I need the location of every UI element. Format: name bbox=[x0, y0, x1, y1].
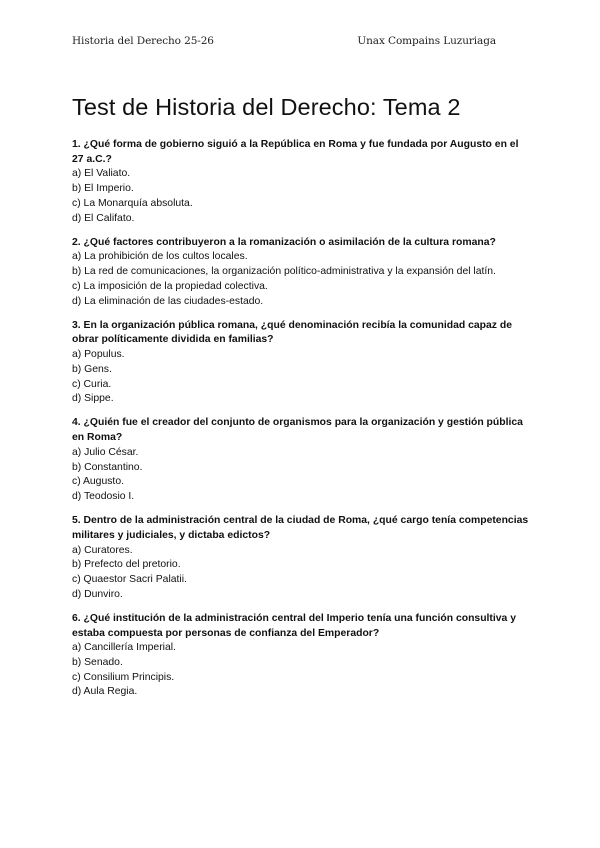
question-5 bbox=[72, 514, 532, 602]
question-text: 4. ¿Quién fue el creador del conjunto de organismos para la organización y gestión pública en Roma? bbox=[72, 417, 523, 444]
question-3 bbox=[72, 319, 532, 407]
header-course: Historia del Derecho 25-26 bbox=[72, 35, 214, 47]
header-author: Unax Compains Luzuriaga bbox=[357, 35, 496, 47]
answer-options bbox=[72, 348, 532, 407]
answer-option: b) Constantino. bbox=[72, 461, 143, 473]
answer-option: b) La red de comunicaciones, la organización político-administrativa y la expansión del latín. bbox=[72, 266, 496, 278]
answer-option: c) Curia. bbox=[72, 378, 112, 390]
question-text: 6. ¿Qué institución de la administración central del Imperio tenía una función consultiva y estaba compuesta por personas de confianza del Emperador? bbox=[72, 612, 516, 639]
question-4 bbox=[72, 416, 532, 504]
question-6 bbox=[72, 612, 532, 700]
question-text: 3. En la organización pública romana, ¿qué denominación recibía la comunidad capaz de obrar políticamente dividida en familias? bbox=[72, 319, 512, 346]
answer-option: d) Teodosio I. bbox=[72, 490, 135, 502]
answer-option: d) La eliminación de las ciudades-estado. bbox=[72, 295, 264, 307]
page-title: Test de Historia del Derecho: Tema 2 bbox=[72, 94, 461, 120]
answer-options bbox=[72, 167, 532, 226]
answer-option: c) La imposición de la propiedad colectiva. bbox=[72, 280, 268, 292]
answer-option: d) Aula Regia. bbox=[72, 686, 138, 698]
answer-options bbox=[72, 250, 532, 309]
answer-option: a) Populus. bbox=[72, 349, 125, 361]
question-1 bbox=[72, 138, 532, 226]
question-2 bbox=[72, 236, 532, 310]
answer-option: a) Cancillería Imperial. bbox=[72, 642, 176, 654]
answer-option: b) El Imperio. bbox=[72, 183, 134, 195]
answer-option: c) Consilium Principis. bbox=[72, 671, 175, 683]
page-header bbox=[72, 35, 496, 47]
answer-option: a) El Valiato. bbox=[72, 168, 131, 180]
answer-option: b) Prefecto del pretorio. bbox=[72, 559, 181, 571]
answer-option: c) La Monarquía absoluta. bbox=[72, 197, 193, 209]
answer-option: c) Quaestor Sacri Palatii. bbox=[72, 573, 187, 585]
answer-option: a) Julio César. bbox=[72, 446, 139, 458]
answer-option: d) Sippe. bbox=[72, 393, 114, 405]
question-text: 5. Dentro de la administración central de la ciudad de Roma, ¿qué cargo tenía competencias militares y judiciales, y dictaba edictos? bbox=[72, 515, 529, 541]
answer-option: b) Senado. bbox=[72, 657, 123, 668]
answer-options bbox=[72, 641, 532, 700]
answer-option: a) Curatores. bbox=[72, 544, 133, 556]
answer-option: d) El Califato. bbox=[72, 212, 135, 224]
answer-option: d) Dunviro. bbox=[72, 588, 123, 600]
answer-option: c) Augusto. bbox=[72, 476, 124, 488]
answer-option: b) Gens. bbox=[72, 363, 112, 375]
question-text: 2. ¿Qué factores contribuyeron a la romanización o asimilación de la cultura romana? bbox=[72, 236, 496, 248]
answer-options bbox=[72, 446, 532, 505]
answer-option: a) La prohibición de los cultos locales. bbox=[72, 251, 248, 263]
question-text: 1. ¿Qué forma de gobierno siguió a la República en Roma y fue fundada por Augusto en el 27 a.C.? bbox=[72, 139, 519, 165]
question-list bbox=[72, 138, 532, 710]
answer-options bbox=[72, 544, 532, 603]
